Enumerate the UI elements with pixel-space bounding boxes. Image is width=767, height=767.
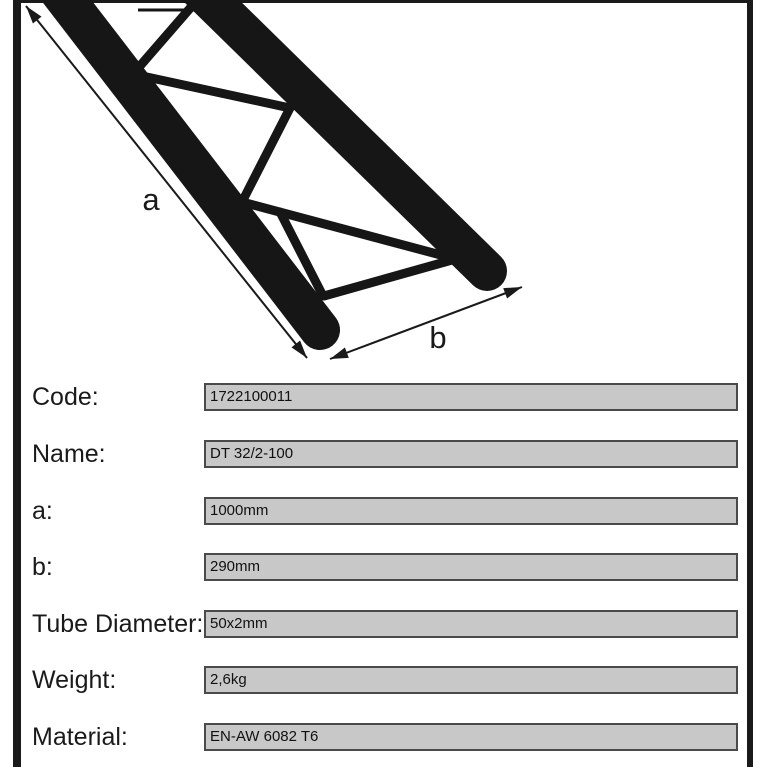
tube-diameter-label: Tube Diameter: bbox=[32, 610, 204, 638]
material-field[interactable]: EN-AW 6082 T6 bbox=[204, 723, 738, 751]
b-field[interactable]: 290mm bbox=[204, 553, 738, 581]
a-field[interactable]: 1000mm bbox=[204, 497, 738, 525]
tube-diameter-field[interactable]: 50x2mm bbox=[204, 610, 738, 638]
dim-a-label: a bbox=[142, 182, 160, 217]
dim-b-label: b bbox=[429, 320, 447, 355]
code-label: Code: bbox=[32, 383, 99, 411]
name-label: Name: bbox=[32, 440, 106, 468]
code-field[interactable]: 1722100011 bbox=[204, 383, 738, 411]
field-row-b bbox=[0, 553, 767, 581]
field-row-name bbox=[0, 440, 767, 468]
truss-end-rung bbox=[324, 260, 452, 296]
field-row-material bbox=[0, 723, 767, 751]
truss-brace bbox=[242, 108, 290, 202]
b-label: b: bbox=[32, 553, 53, 581]
name-field[interactable]: DT 32/2-100 bbox=[204, 440, 738, 468]
field-row-a bbox=[0, 497, 767, 525]
truss-drawing bbox=[0, 0, 767, 372]
field-row-weight bbox=[0, 666, 767, 694]
weight-label: Weight: bbox=[32, 666, 117, 694]
material-label: Material: bbox=[32, 723, 128, 751]
field-row-tube-diameter bbox=[0, 610, 767, 638]
a-label: a: bbox=[32, 497, 53, 525]
field-row-code bbox=[0, 383, 767, 411]
truss-brace bbox=[133, 6, 192, 74]
weight-field[interactable]: 2,6kg bbox=[204, 666, 738, 694]
dim-b-line bbox=[330, 287, 522, 359]
